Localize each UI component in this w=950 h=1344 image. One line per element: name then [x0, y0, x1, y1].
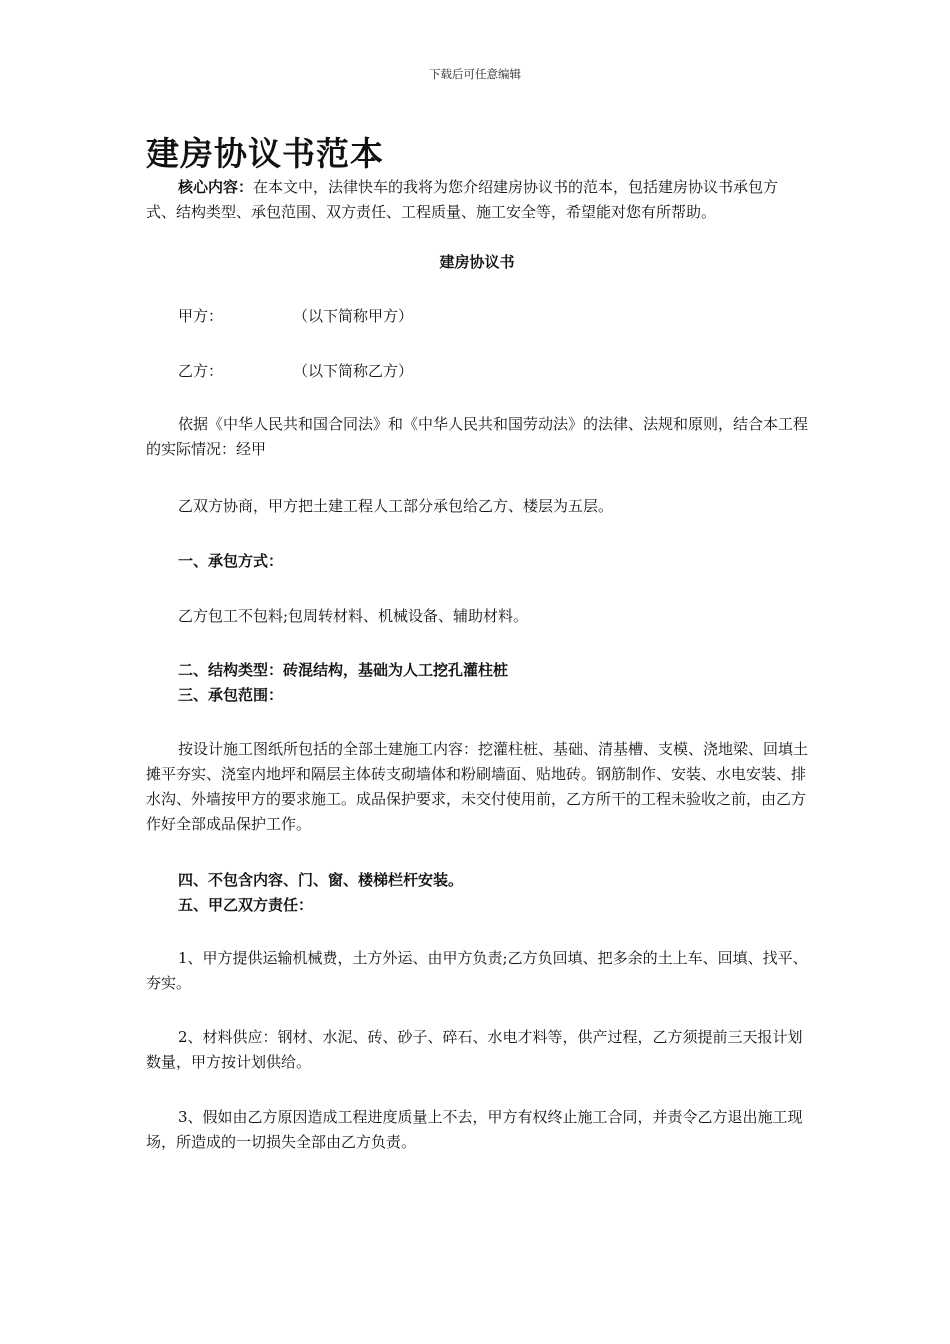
basis-paragraph: 依据《中华人民共和国合同法》和《中华人民共和国劳动法》的法律、法规和原则，结合本工程的实际情况：经甲 [146, 415, 809, 458]
section-2-title: 二、结构类型：砖混结构，基础为人工挖孔灌柱桩 [178, 661, 509, 679]
party-b-note: （以下简称乙方） [293, 362, 414, 380]
section-1-body: 乙方包工不包料;包周转材料、机械设备、辅助材料。 [178, 607, 529, 625]
party-b-line [146, 359, 808, 384]
intro-paragraph [146, 175, 808, 225]
header-note: 下载后可任意编辑 [429, 67, 521, 81]
agreement-paragraph: 乙双方协商，甲方把土建工程人工部分承包给乙方、楼层为五层。 [178, 497, 614, 515]
section-3-body: 按设计施工图纸所包括的全部土建施工内容：挖灌柱桩、基础、清基槽、支模、浇地梁、回填土摊平夯实、浇室内地坪和隔层主体砖支砌墙体和粉刷墙面、贴地砖。钢筋制作、安装、水电安装、排水沟、外墙按甲方的要求施工。成品保护要求，未交付使用前，乙方所干的工程未验收之前，由乙方作好全部成品保护工作。 [146, 740, 809, 833]
responsibility-item-2: 2、材料供应：钢材、水泥、砖、砂子、碎石、水电才料等，供产过程，乙方须提前三天报计划数量，甲方按计划供给。 [146, 1028, 803, 1071]
section-1-title: 一、承包方式： [178, 552, 284, 570]
section-4-title: 四、不包含内容、门、窗、楼梯栏杆安装。 [178, 871, 464, 889]
section-5-title: 五、甲乙双方责任： [178, 896, 314, 914]
document-title: 建房协议书 [439, 253, 515, 271]
party-b-label: 乙方： [178, 362, 224, 380]
responsibility-item-3: 3、假如由乙方原因造成工程进度质量上不去，甲方有权终止施工合同，并责令乙方退出施工现场，所造成的一切损失全部由乙方负责。 [146, 1108, 803, 1151]
responsibility-item-1: 1、甲方提供运输机械费，土方外运、由甲方负责;乙方负回填、把多余的土上车、回填、找平、夯实。 [146, 949, 808, 992]
party-a-line [146, 304, 808, 329]
intro-text: 在本文中，法律快车的我将为您介绍建房协议书的范本，包括建房协议书承包方式、结构类型、承包范围、双方责任、工程质量、施工安全等，希望能对您有所帮助。 [146, 178, 779, 221]
intro-label: 核心内容： [178, 178, 254, 196]
page-title: 建房协议书范本 [146, 134, 384, 173]
party-a-label: 甲方： [178, 307, 224, 325]
section-3-title: 三、承包范围： [178, 686, 284, 704]
party-a-note: （以下简称甲方） [293, 307, 414, 325]
